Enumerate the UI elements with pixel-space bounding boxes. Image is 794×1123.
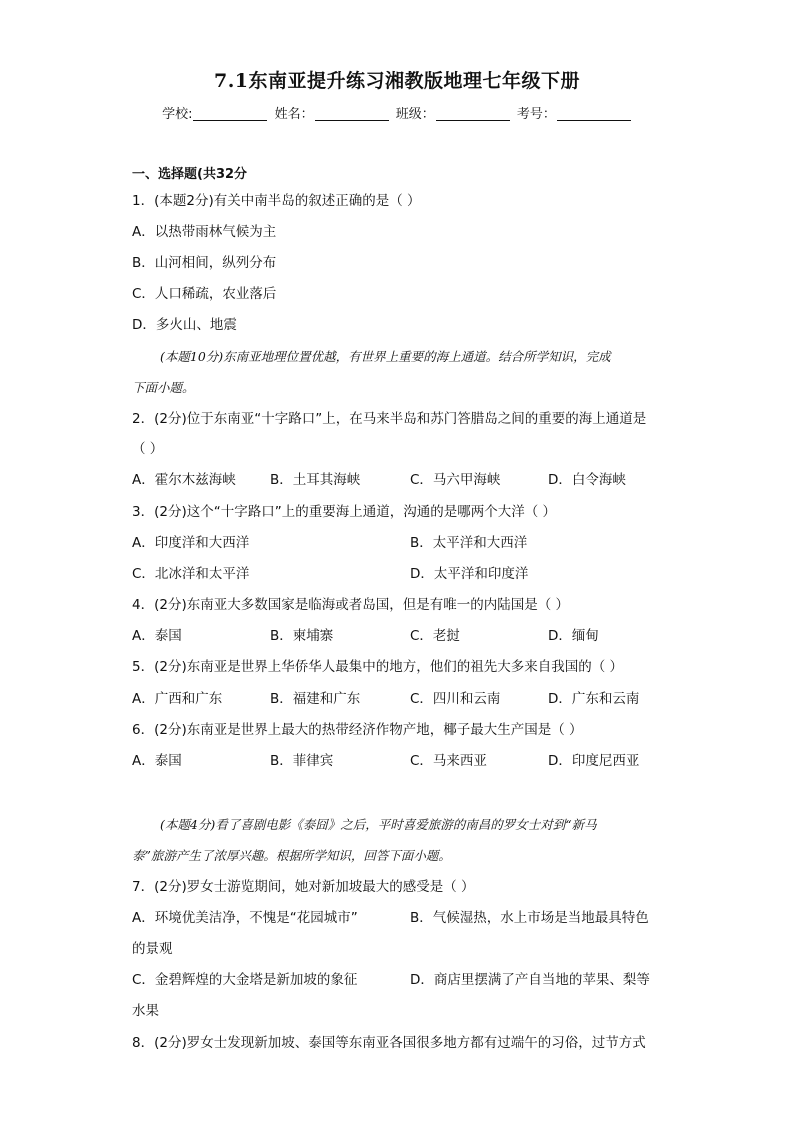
name-blank[interactable] <box>315 106 389 121</box>
question-2-option-c: C．马六甲海峡 <box>410 472 501 488</box>
question-6-option-d: D．印度尼西亚 <box>548 753 640 769</box>
passage-2-line-2: 泰”旅游产生了浓厚兴趣。根据所学知识，回答下面小题。 <box>132 848 451 863</box>
question-7-option-b: B．气候湿热，水上市场是当地最具特色 <box>410 910 649 926</box>
question-5-option-d: D．广东和云南 <box>548 691 640 707</box>
question-6-stem: 6．(2分)东南亚是世界上最大的热带经济作物产地，椰子最大生产国是（ ） <box>132 722 583 738</box>
question-3-option-c: C．北冰洋和太平洋 <box>132 566 250 582</box>
class-blank[interactable] <box>436 106 510 121</box>
number-blank[interactable] <box>557 106 631 121</box>
question-7-option-c: C．金碧辉煌的大金塔是新加坡的象征 <box>132 972 358 988</box>
question-7-stem: 7．(2分)罗女士游览期间，她对新加坡最大的感受是（ ） <box>132 879 475 895</box>
question-4-option-a: A．泰国 <box>132 628 182 644</box>
question-1-option-a: A．以热带雨林气候为主 <box>132 224 277 240</box>
question-1-option-d: D．多火山、地震 <box>132 317 237 333</box>
question-5-option-a: A．广西和广东 <box>132 691 223 707</box>
question-5-stem: 5．(2分)东南亚是世界上华侨华人最集中的地方，他们的祖先大多来自我国的（ ） <box>132 659 624 675</box>
question-3-option-b: B．太平洋和大西洋 <box>410 535 528 551</box>
number-label: 考号： <box>516 107 556 122</box>
passage-2-line-1: (本题4分)看了喜剧电影《泰囧》之后，平时喜爱旅游的南昌的罗女士对到“新马 <box>160 817 597 832</box>
question-4-option-d: D．缅甸 <box>548 628 599 644</box>
passage-1-line-2: 下面小题。 <box>132 380 195 395</box>
question-7-option-d-cont: 水果 <box>132 1003 159 1019</box>
question-1-option-c: C．人口稀疏，农业落后 <box>132 286 277 302</box>
passage-1-line-1: (本题10分)东南亚地理位置优越，有世界上重要的海上通道。结合所学知识，完成 <box>160 349 611 364</box>
question-2-stem-line-1: 2．(2分)位于东南亚“十字路口”上，在马来半岛和苏门答腊岛之间的重要的海上通道是 <box>132 411 647 427</box>
question-8-stem: 8．(2分)罗女士发现新加坡、泰国等东南亚各国很多地方都有过端午的习俗，过节方式 <box>132 1035 646 1051</box>
question-7-option-a: A．环境优美洁净，不愧是“花园城市” <box>132 910 358 926</box>
school-label: 学校: <box>162 107 193 122</box>
name-label: 姓名： <box>274 107 314 122</box>
question-4-option-c: C．老挝 <box>410 628 460 644</box>
question-3-option-a: A．印度洋和大西洋 <box>132 535 250 551</box>
question-6-option-b: B．菲律宾 <box>270 753 334 769</box>
question-6-option-a: A．泰国 <box>132 753 182 769</box>
question-7-option-b-cont: 的景观 <box>132 941 173 957</box>
section-heading: 一、选择题(共32分 <box>132 167 248 182</box>
school-blank[interactable] <box>193 106 267 121</box>
question-7-option-d: D．商店里摆满了产自当地的苹果、梨等 <box>410 972 650 988</box>
question-1-option-b: B．山河相间，纵列分布 <box>132 255 277 271</box>
question-3-option-d: D．太平洋和印度洋 <box>410 566 529 582</box>
question-6-option-c: C．马来西亚 <box>410 753 487 769</box>
question-2-stem-line-2: （ ） <box>132 441 164 457</box>
question-2-option-a: A．霍尔木兹海峡 <box>132 472 236 488</box>
question-5-option-b: B．福建和广东 <box>270 691 361 707</box>
question-4-option-b: B．柬埔寨 <box>270 628 334 644</box>
student-info-row <box>0 103 794 122</box>
question-1-stem: 1．(本题2分)有关中南半岛的叙述正确的是（ ） <box>132 193 421 209</box>
question-3-stem: 3．(2分)这个“十字路口”上的重要海上通道，沟通的是哪两个大洋（ ） <box>132 504 556 520</box>
question-2-option-b: B．土耳其海峡 <box>270 472 361 488</box>
class-label: 班级： <box>395 107 435 122</box>
question-2-option-d: D．白令海峡 <box>548 472 626 488</box>
question-5-option-c: C．四川和云南 <box>410 691 501 707</box>
page-title: 7.1东南亚提升练习湘教版地理七年级下册 <box>213 70 581 92</box>
question-4-stem: 4．(2分)东南亚大多数国家是临海或者岛国，但是有唯一的内陆国是（ ） <box>132 597 570 613</box>
